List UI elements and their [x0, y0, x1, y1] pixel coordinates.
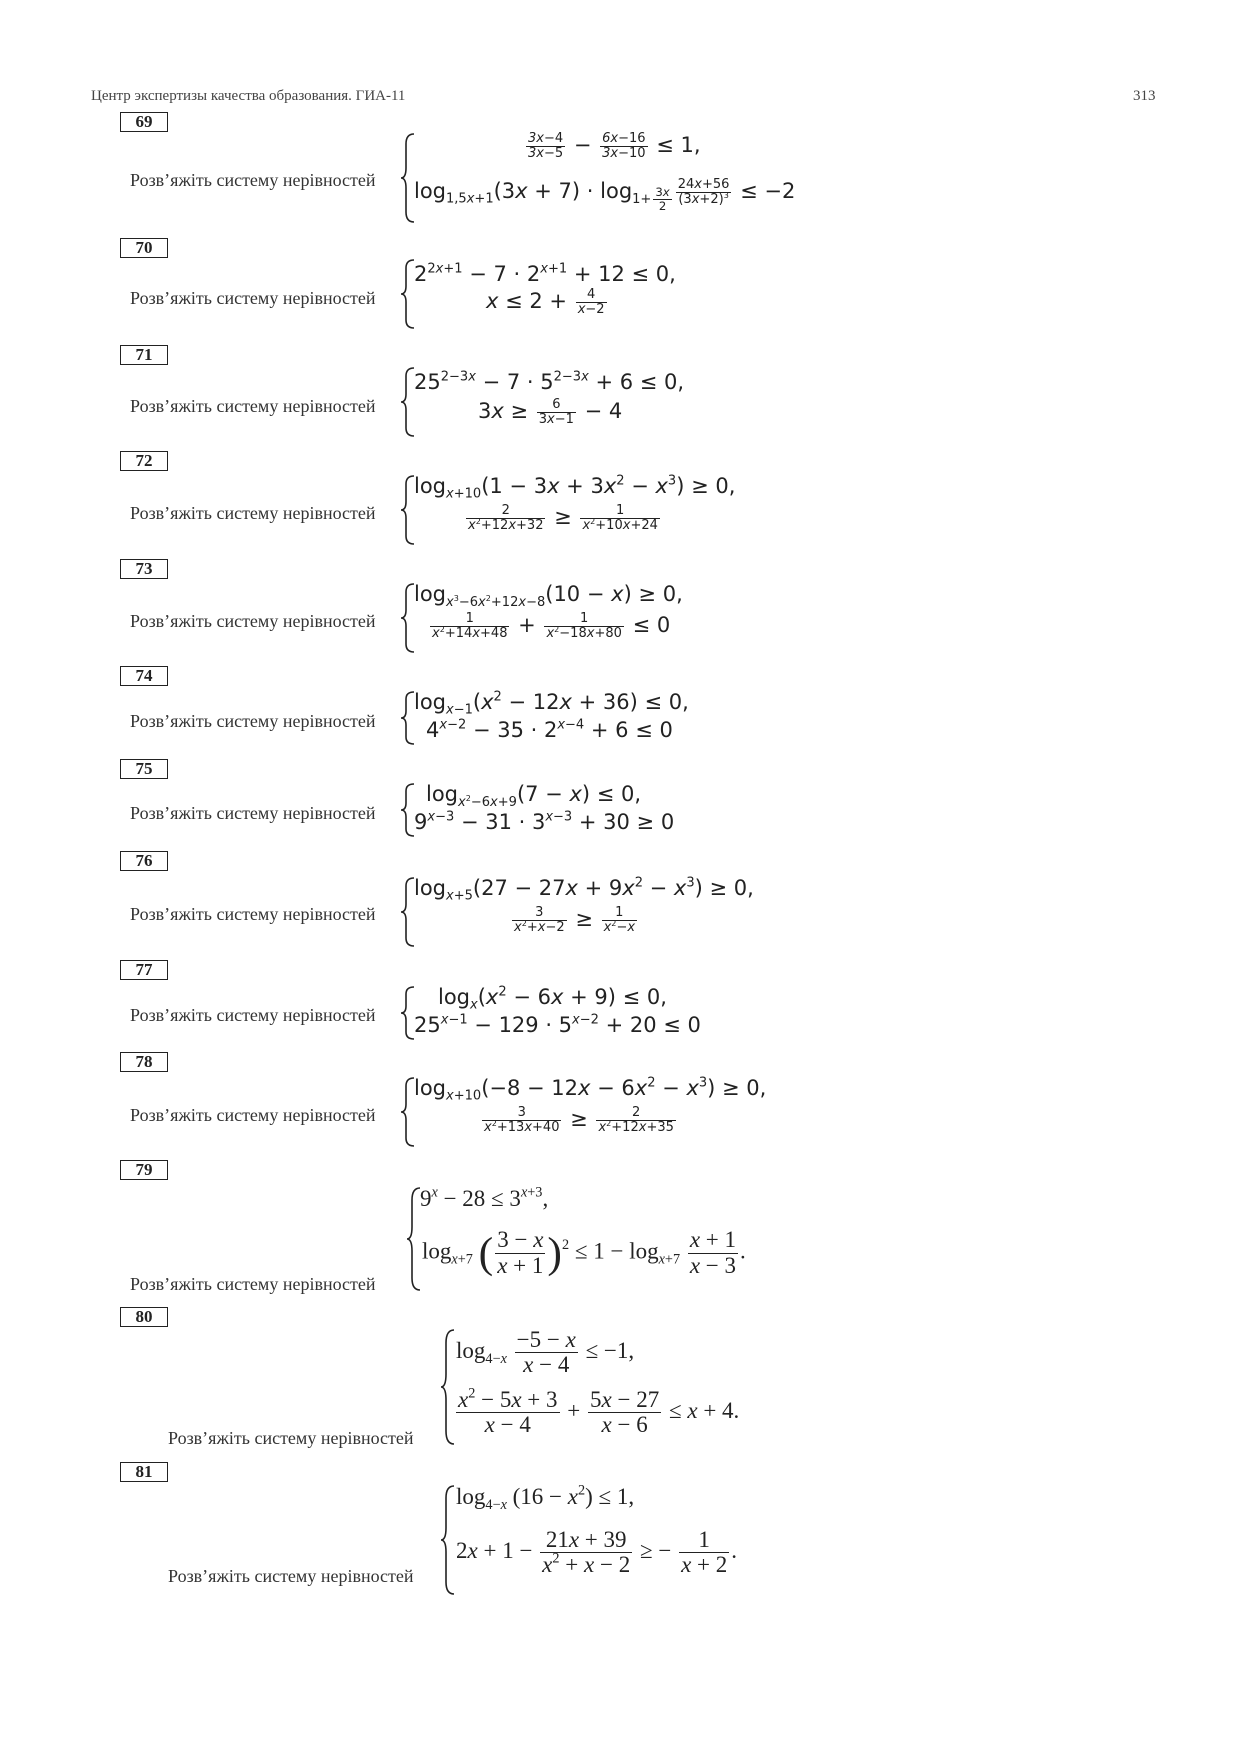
problem-prompt: Розв’яжіть систему нерівностей [130, 288, 376, 308]
problem-number: 69 [120, 112, 168, 132]
inequality-line: $\log_{4-x}$ $\frac{-5 - x}{x - 4}$ ≤ −1, [456, 1327, 635, 1378]
inequality-line: $4^{x-2} - 35 \cdot 2^{x-4} + 6 \le 0$ [426, 717, 673, 742]
system-brace [440, 1484, 456, 1596]
inequality-line: $\log_{x+7}$ ( $\frac{3 - x}{x + 1}$ )$^2 \le 1 - \log_{x+7}$ $\frac{x + 1}{x - 3}$ . [422, 1227, 746, 1278]
inequality-line: $\log_{x-1}(x^2 - 12x + 36) \le 0$, [414, 689, 689, 718]
inequality-line: $\frac{3x-4}{3x-5}$ − $\frac{6x-16}{3x-10}$ ≤ 1, [528, 131, 701, 161]
inequality-line: 2x + 1 − $\frac{21x + 39}{x^2 + x - 2}$ ≥ − $\frac{1}{x + 2}$ . [456, 1527, 738, 1578]
problem-number: 81 [120, 1462, 168, 1482]
inequality-line: $\log_{x^2-6x+9}(7 - x) \le 0$, [426, 782, 642, 810]
problem-prompt: Розв’яжіть систему нерівностей [130, 1005, 376, 1025]
inequality-line: $2^{2x+1} - 7 \cdot 2^{x+1} + 12 \le 0$, [414, 261, 676, 286]
problem-number: 73 [120, 559, 168, 579]
problem-prompt: Розв’яжіть систему нерівностей [130, 170, 376, 190]
problem-prompt: Розв’яжіть систему нерівностей [130, 711, 376, 731]
problem-prompt: Розв’яжіть систему нерівностей [130, 1274, 376, 1294]
problem-number: 75 [120, 759, 168, 779]
inequality-line: $\log_x(x^2 - 6x + 9) \le 0$, [438, 984, 667, 1013]
inequality-line: $\frac{3}{x^2+x-2}$ ≥ $\frac{1}{x^2-x}$ [514, 905, 636, 935]
problem-number: 74 [120, 666, 168, 686]
inequality-line: $\log_{4-x} (16 - x^2) \le 1$, [456, 1482, 635, 1513]
page-header-left: Центр экспертизы качества образования. ГИА-11 [91, 88, 406, 104]
problem-number: 79 [120, 1160, 168, 1180]
problem-number: 76 [120, 851, 168, 871]
problem-number: 70 [120, 238, 168, 258]
problem-number: 77 [120, 960, 168, 980]
inequality-line: $9^{x-3} - 31 \cdot 3^{x-3} + 30 \ge 0$ [414, 809, 675, 834]
page-number: 313 [1133, 88, 1156, 104]
inequality-line: $\log_{x^3-6x^2+12x-8}(10 - x) \ge 0$, [414, 582, 683, 610]
problem-prompt: Розв’яжіть систему нерівностей [130, 904, 376, 924]
problem-number: 78 [120, 1052, 168, 1072]
problem-prompt: Розв’яжіть систему нерівностей [130, 1105, 376, 1125]
problem-number: 71 [120, 345, 168, 365]
inequality-line: $\log_{x+10}(1 - 3x + 3x^2 - x^3) \ge 0$, [414, 473, 736, 502]
problem-prompt: Розв’яжіть систему нерівностей [130, 803, 376, 823]
inequality-line: x ≤ 2 + $\frac{4}{x-2}$ [486, 287, 605, 317]
inequality-line: $\frac{x^2 - 5x + 3}{x - 4}$ + $\frac{5x - 27}{x - 6}$ ≤ x + 4. [458, 1385, 740, 1438]
problem-number: 72 [120, 451, 168, 471]
problem-prompt: Розв’яжіть систему нерівностей [130, 611, 376, 631]
inequality-line: $\log_{x+10}(-8 - 12x - 6x^2 - x^3) \ge 0$, [414, 1075, 767, 1104]
inequality-line: 3x ≥ $\frac{6}{3x-1}$ − 4 [478, 397, 623, 427]
inequality-line: $\frac{3}{x^2+13x+40}$ ≥ $\frac{2}{x^2+12x+35}$ [484, 1105, 674, 1135]
problem-prompt: Розв’яжіть систему нерівностей [130, 503, 376, 523]
inequality-line: $25^{2-3x} - 7 \cdot 5^{2-3x} + 6 \le 0$, [414, 369, 685, 394]
inequality-line: $\log_{x+5}(27 - 27x + 9x^2 - x^3) \ge 0$, [414, 875, 754, 904]
inequality-line: $\log_{1,5x+1}(3x + 7) \cdot \log_{1+ \frac{3x}{2}}$ $\frac{24x+56}{(3x+2)^3}$ ≤ −2 [414, 177, 796, 213]
inequality-line: $\frac{2}{x^2+12x+32}$ ≥ $\frac{1}{x^2+10x+24}$ [468, 503, 658, 533]
problem-prompt: Розв’яжіть систему нерівностей [168, 1428, 414, 1448]
inequality-line: $\frac{1}{x^2+14x+48}$ + $\frac{1}{x^2-18x+80}$ ≤ 0 [432, 611, 671, 641]
inequality-line: $9^x - 28 \le 3^{x+3}$, [420, 1184, 549, 1211]
problem-number: 80 [120, 1307, 168, 1327]
problem-prompt: Розв’яжіть систему нерівностей [168, 1566, 414, 1586]
problem-prompt: Розв’яжіть систему нерівностей [130, 396, 376, 416]
inequality-line: $25^{x-1} - 129 \cdot 5^{x-2} + 20 \le 0$ [414, 1012, 701, 1037]
